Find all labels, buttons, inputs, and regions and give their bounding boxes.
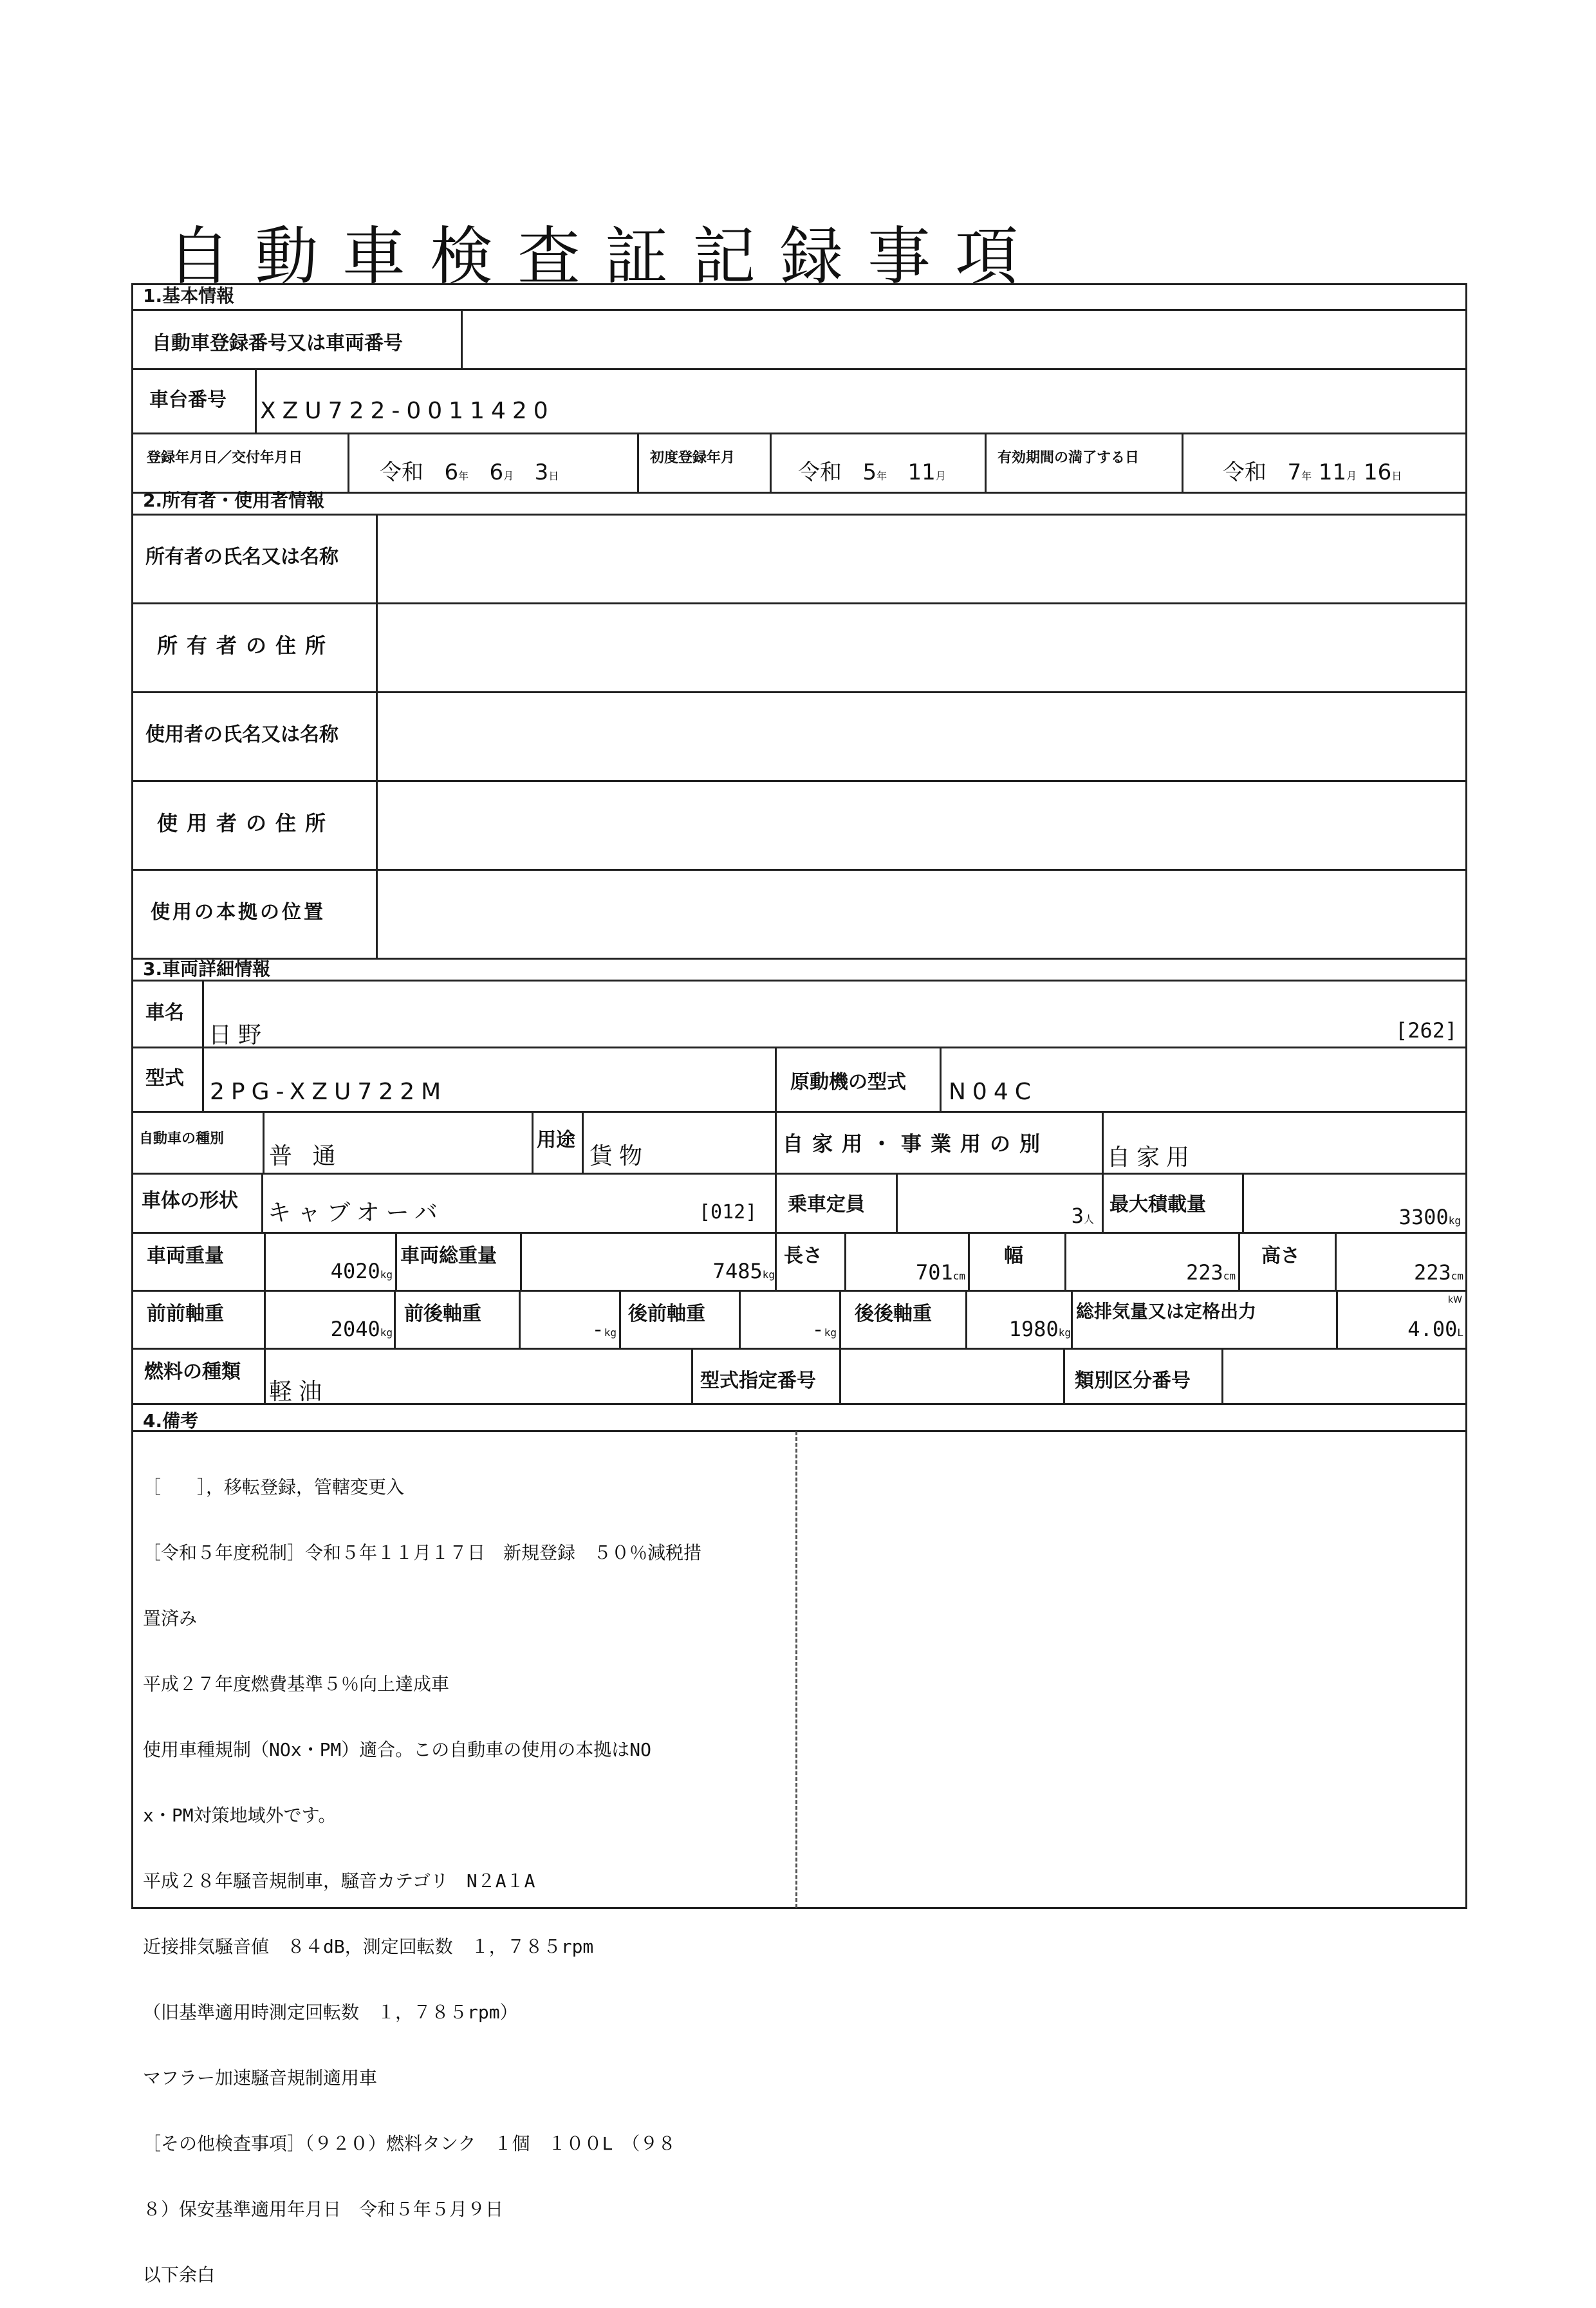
divider bbox=[131, 958, 1467, 960]
gross-value: 7485kg bbox=[712, 1259, 775, 1283]
divider bbox=[131, 780, 1467, 782]
height-value: 223cm bbox=[1413, 1260, 1463, 1285]
unit-kw: kW bbox=[1448, 1295, 1462, 1305]
divider bbox=[131, 514, 1467, 516]
displacement-label: 総排気量又は定格出力 bbox=[1076, 1301, 1257, 1322]
divider bbox=[131, 1173, 1467, 1175]
body-code: [012] bbox=[699, 1201, 757, 1224]
divider bbox=[131, 309, 1467, 311]
ff-axle-value: 2040kg bbox=[330, 1317, 393, 1341]
private-value: 自家用 bbox=[1107, 1144, 1196, 1171]
section-basic-heading: 1.基本情報 bbox=[143, 285, 235, 306]
divider bbox=[348, 433, 349, 492]
divider bbox=[1102, 1111, 1104, 1173]
type-designation-label: 型式指定番号 bbox=[700, 1370, 816, 1392]
body-value: キャブオーバ bbox=[268, 1200, 444, 1226]
engine-label: 原動機の型式 bbox=[790, 1071, 906, 1094]
remarks-line: 置済み bbox=[143, 1608, 198, 1629]
divider bbox=[131, 1348, 1467, 1350]
expiry-label: 有効期間の満了する日 bbox=[998, 450, 1140, 466]
fr-axle-value: -kg bbox=[591, 1317, 617, 1341]
divider bbox=[131, 1403, 1467, 1405]
remarks-line: 以下余白 bbox=[143, 2264, 216, 2285]
expiry-value: 令和 7年 11月 16日 bbox=[1223, 460, 1402, 485]
kind-label: 自動車の種別 bbox=[139, 1131, 225, 1147]
max-load-value: 3300kg bbox=[1398, 1205, 1461, 1229]
divider bbox=[1242, 1173, 1244, 1232]
divider bbox=[1182, 433, 1183, 492]
model-value: 2PG-XZU722M bbox=[210, 1079, 448, 1105]
divider bbox=[775, 1173, 777, 1232]
owner-address-label: 所有者の住所 bbox=[157, 633, 335, 658]
remarks-line: （旧基準適用時測定回転数 １，７８５rpm） bbox=[143, 2002, 518, 2023]
remarks-line: ［令和５年度税制］令和５年１１月１７日 新規登録 ５０％減税措 bbox=[143, 1542, 702, 1563]
divider bbox=[131, 602, 1467, 604]
divider bbox=[264, 1348, 266, 1403]
section-owner-heading: 2.所有者・使用者情報 bbox=[143, 490, 325, 511]
remarks-line: 平成２８年騒音規制車，騒音カテゴリ N２A１A bbox=[143, 1870, 535, 1892]
divider bbox=[839, 1290, 841, 1348]
divider bbox=[619, 1290, 621, 1348]
divider bbox=[775, 1111, 777, 1173]
make-value: 日野 bbox=[209, 1022, 268, 1048]
remarks-line: ［その他検査事項］（９２０）燃料タンク １個 １００L （９８ bbox=[143, 2133, 676, 2154]
remarks-column-divider bbox=[795, 1431, 797, 1908]
divider bbox=[968, 1232, 970, 1290]
gross-label: 車両総重量 bbox=[400, 1245, 497, 1267]
divider bbox=[263, 1111, 264, 1173]
divider bbox=[131, 869, 1467, 871]
rr-axle-label: 後後軸重 bbox=[855, 1303, 932, 1325]
chassis-value: XZU722-0011420 bbox=[260, 398, 555, 424]
capacity-value: 3人 bbox=[1071, 1204, 1094, 1228]
rf-axle-value: -kg bbox=[812, 1317, 837, 1341]
remarks-line: マフラー加速騒音規制適用車 bbox=[143, 2067, 378, 2089]
divider bbox=[131, 1047, 1467, 1048]
fuel-label: 燃料の種類 bbox=[144, 1361, 241, 1383]
issue-date-label: 登録年月日／交付年月日 bbox=[147, 450, 303, 466]
width-value: 223cm bbox=[1185, 1260, 1236, 1285]
divider bbox=[582, 1111, 584, 1173]
divider bbox=[131, 980, 1467, 982]
make-label: 車名 bbox=[145, 1001, 184, 1024]
document-title: 自動車検査証記録事項 bbox=[167, 220, 1043, 293]
divider bbox=[131, 691, 1467, 693]
rr-axle-value: 1980kg bbox=[1008, 1317, 1071, 1341]
length-value: 701cm bbox=[915, 1260, 965, 1285]
fr-axle-label: 前後軸重 bbox=[404, 1303, 481, 1325]
user-name-label: 使用者の氏名又は名称 bbox=[145, 723, 339, 746]
divider bbox=[775, 1047, 777, 1111]
make-code: [262] bbox=[1395, 1018, 1458, 1043]
private-label: 自家用・事業用の別 bbox=[783, 1131, 1050, 1156]
divider bbox=[940, 1047, 942, 1111]
divider bbox=[261, 1173, 263, 1232]
divider bbox=[131, 1111, 1467, 1113]
kind-value: 普 通 bbox=[269, 1143, 342, 1169]
displacement-value: 4.00L bbox=[1407, 1317, 1463, 1341]
divider bbox=[775, 1232, 777, 1290]
reg-no-label: 自動車登録番号又は車両番号 bbox=[152, 332, 403, 355]
weight-value: 4020kg bbox=[330, 1259, 393, 1283]
divider bbox=[896, 1173, 898, 1232]
divider bbox=[131, 433, 1467, 434]
remarks-line: ８）保安基準適用年月日 令和５年５月９日 bbox=[143, 2199, 504, 2220]
remarks-line: 平成２７年度燃費基準５％向上達成車 bbox=[143, 1673, 450, 1695]
weight-label: 車両重量 bbox=[147, 1245, 224, 1267]
divider bbox=[395, 1232, 397, 1290]
divider bbox=[637, 433, 639, 492]
ff-axle-label: 前前軸重 bbox=[147, 1303, 224, 1325]
rf-axle-label: 後前軸重 bbox=[628, 1303, 705, 1325]
height-label: 高さ bbox=[1261, 1245, 1300, 1267]
divider bbox=[394, 1290, 396, 1348]
divider bbox=[131, 1232, 1467, 1234]
issue-date-value: 令和 6年 6月 3日 bbox=[380, 460, 559, 485]
divider bbox=[131, 492, 1467, 494]
remarks-line: 使用車種規制（NOx・PM）適合。この自動車の使用の本拠はNO bbox=[143, 1739, 652, 1760]
remarks-line: 近接排気騒音値 ８４dB，測定回転数 １，７８５rpm bbox=[143, 1936, 594, 1957]
divider bbox=[1221, 1348, 1223, 1403]
divider bbox=[202, 1047, 204, 1111]
divider bbox=[985, 433, 987, 492]
divider bbox=[131, 1430, 1467, 1432]
width-label: 幅 bbox=[1004, 1245, 1023, 1267]
use-value: 貨物 bbox=[589, 1143, 649, 1169]
divider bbox=[839, 1348, 841, 1403]
divider bbox=[1063, 1348, 1065, 1403]
divider bbox=[131, 1290, 1467, 1292]
divider bbox=[532, 1111, 534, 1173]
fuel-value: 軽油 bbox=[269, 1379, 329, 1405]
length-label: 長さ bbox=[784, 1245, 822, 1267]
divider bbox=[770, 433, 772, 492]
divider bbox=[255, 368, 257, 433]
chassis-label: 車台番号 bbox=[149, 389, 227, 411]
body-label: 車体の形状 bbox=[142, 1189, 238, 1212]
divider bbox=[1336, 1290, 1338, 1348]
section-vehicle-heading: 3.車両詳細情報 bbox=[143, 958, 271, 980]
divider bbox=[461, 309, 463, 368]
use-label: 用途 bbox=[537, 1129, 575, 1151]
first-reg-value: 令和 5年 11月 bbox=[798, 460, 946, 485]
divider bbox=[376, 514, 378, 958]
divider bbox=[202, 980, 204, 1047]
divider bbox=[131, 368, 1467, 370]
capacity-label: 乗車定員 bbox=[788, 1193, 865, 1216]
engine-value: N04C bbox=[949, 1079, 1037, 1105]
divider bbox=[1071, 1290, 1073, 1348]
divider bbox=[1102, 1173, 1104, 1232]
divider bbox=[520, 1232, 522, 1290]
remarks-line: x・PM対策地域外です。 bbox=[143, 1805, 337, 1826]
category-label: 類別区分番号 bbox=[1075, 1370, 1191, 1392]
divider bbox=[691, 1348, 693, 1403]
owner-name-label: 所有者の氏名又は名称 bbox=[145, 546, 339, 568]
user-address-label: 使用者の住所 bbox=[157, 811, 335, 835]
section-remarks-heading: 4.備考 bbox=[143, 1410, 199, 1431]
max-load-label: 最大積載量 bbox=[1109, 1193, 1206, 1216]
first-reg-label: 初度登録年月 bbox=[650, 450, 736, 466]
divider bbox=[1238, 1232, 1240, 1290]
model-label: 型式 bbox=[145, 1067, 184, 1090]
remarks-text bbox=[143, 1433, 786, 2308]
remarks-line: ［ ］，移転登録，管轄変更入 bbox=[143, 1476, 405, 1498]
base-location-label: 使用の本拠の位置 bbox=[151, 901, 326, 924]
